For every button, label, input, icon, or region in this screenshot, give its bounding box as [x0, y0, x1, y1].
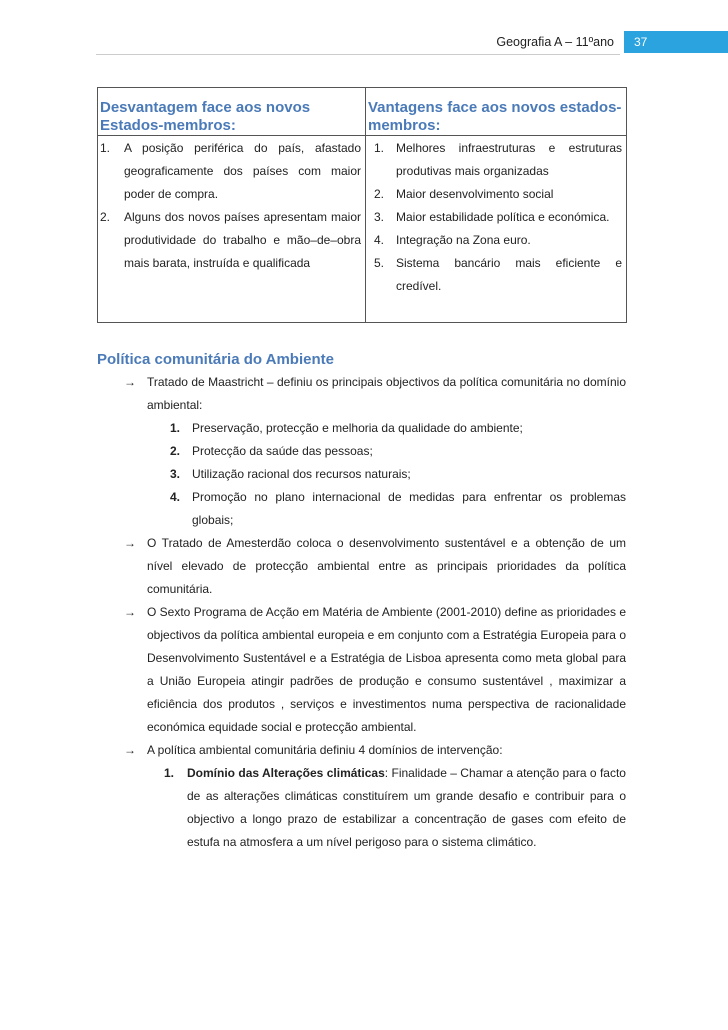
arrow-bullet-icon: →: [124, 375, 136, 389]
bullet-amesterdao: → O Tratado de Amesterdão coloca o desenvolvimento sustentável e a obtenção de um nível elevado de protecção ambiental entre as principais prioridades da política comunitária.: [97, 532, 626, 601]
bullet-dominios: → A política ambiental comunitária definiu 4 domínios de intervenção:: [97, 739, 626, 762]
bullet-maastricht: → Tratado de Maastricht – definiu os principais objectivos da política comunitária no domínio ambiental:: [97, 371, 626, 417]
header-divider: [96, 54, 620, 55]
section-title: Política comunitária do Ambiente: [97, 351, 334, 368]
bullet-sexto-programa: → O Sexto Programa de Acção em Matéria de Ambiente (2001-2010) define as prioridades e objectivos da política ambiental europeia e em conjunto com a Estratégia Europeia para o Desenvolvimento Sustentável e a Estratégia de Lisboa apresenta como meta global para a União Europeia atingir padrões de produção e consumo sustentável , maximizar a eficiência dos produtos , serviços e investimentos numa perspectiva de racionalidade económica equidade social e protecção ambiental.: [97, 601, 626, 739]
header-title: Geografia A – 11ºano: [496, 35, 614, 49]
list-item: 1. Melhores infraestruturas e estruturas produtivas mais organizadas: [374, 141, 622, 178]
page-header: [496, 31, 728, 53]
arrow-bullet-icon: →: [124, 743, 136, 757]
list-item: 2. Protecção da saúde das pessoas;: [170, 444, 373, 458]
page-number: 37: [624, 31, 728, 53]
advantages-list: [366, 136, 626, 298]
table-left-header-cell: [98, 88, 366, 136]
list-item: 2. Alguns dos novos países apresentam maior produtividade do trabalho e mão–de–obra mais barata, instruída e qualificada: [100, 210, 361, 270]
list-item: 4. Integração na Zona euro.: [374, 233, 531, 247]
advantages-cell: [366, 136, 627, 323]
list-item: 3. Maior estabilidade política e económica.: [374, 210, 610, 224]
comparison-table: [97, 87, 627, 323]
list-item: 5. Sistema bancário mais eficiente e credível.: [374, 256, 622, 293]
disadvantages-heading: Desvantagem face aos novos Estados-membros:: [100, 99, 311, 134]
advantages-heading: Vantagens face aos novos estados-membros:: [368, 99, 622, 134]
table-right-header-cell: [366, 88, 627, 136]
section-body: [97, 371, 626, 854]
disadvantages-cell: [98, 136, 366, 323]
list-item: 3. Utilização racional dos recursos naturais;: [170, 467, 411, 481]
list-item: 1. A posição periférica do país, afastado geograficamente dos países com maior poder de compra.: [100, 141, 361, 201]
arrow-bullet-icon: →: [124, 536, 136, 550]
list-item: 1. Preservação, protecção e melhoria da qualidade do ambiente;: [170, 421, 523, 435]
disadvantages-list: [98, 136, 365, 275]
list-item: 2. Maior desenvolvimento social: [374, 187, 554, 201]
list-item: 4. Promoção no plano internacional de medidas para enfrentar os problemas globais;: [170, 490, 626, 527]
arrow-bullet-icon: →: [124, 605, 136, 619]
list-item: 1. Domínio das Alterações climáticas: Finalidade – Chamar a atenção para o facto de as alterações climáticas constituírem um grande desafio e contribuir para o objectivo a longo prazo de estabilizar a concentração de gases com efeito de estufa na atmosfera a um nível perigoso para o sistema climático.: [164, 766, 626, 849]
